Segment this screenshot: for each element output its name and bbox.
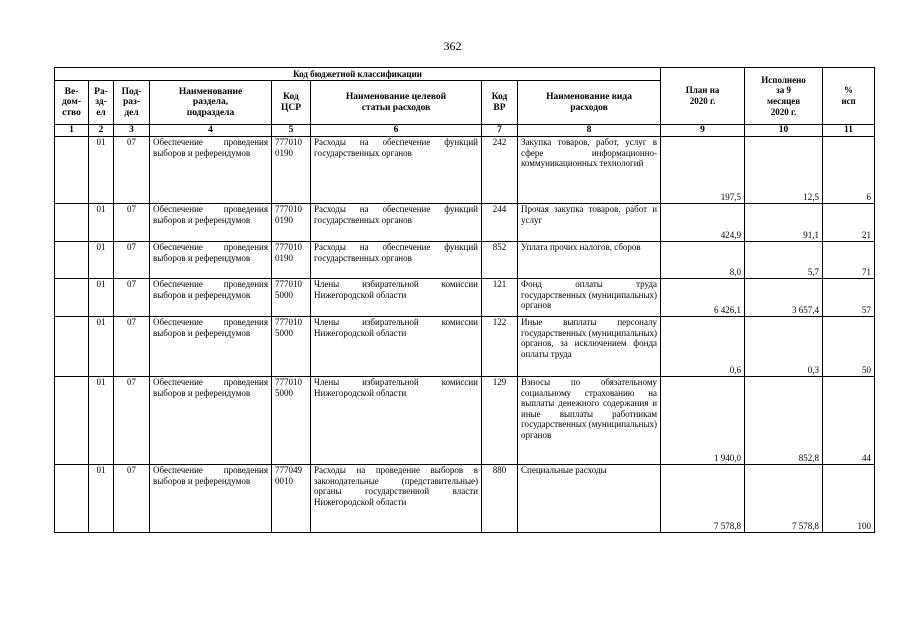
fact-cell: 12,5 bbox=[745, 137, 823, 204]
column-header-ved: Ве- дом- ство bbox=[55, 81, 89, 125]
plan-cell: 6 426,1 bbox=[661, 279, 745, 317]
vr-name-cell: Специальные расходы bbox=[518, 465, 661, 533]
percent-cell: 100 bbox=[823, 465, 875, 533]
ved-cell bbox=[55, 204, 89, 242]
vr-cell: 852 bbox=[482, 242, 518, 279]
vr-name-cell: Иные выплаты персоналу государственных (муниципальных) органов, за исключением фонда оплаты труда bbox=[518, 317, 661, 377]
razdel-cell: 01 bbox=[89, 204, 114, 242]
csr-cell: 777049 0010 bbox=[272, 465, 311, 533]
column-header-csr: Код ЦСР bbox=[272, 81, 311, 125]
podrazdel-cell: 07 bbox=[114, 317, 150, 377]
razdel-name-cell: Обеспечение проведения выборов и референдумов bbox=[150, 137, 272, 204]
csr-cell: 777010 5000 bbox=[272, 279, 311, 317]
column-header-razdel-name: Наименование раздела, подраздела bbox=[150, 81, 272, 125]
csr-cell: 777010 0190 bbox=[272, 204, 311, 242]
vr-cell: 244 bbox=[482, 204, 518, 242]
column-number: 2 bbox=[89, 125, 114, 137]
table-row bbox=[55, 377, 875, 465]
column-header-plan: План на 2020 г. bbox=[661, 68, 745, 125]
razdel-cell: 01 bbox=[89, 317, 114, 377]
vr-name-cell: Уплата прочих налогов, сборов bbox=[518, 242, 661, 279]
podrazdel-cell: 07 bbox=[114, 204, 150, 242]
plan-cell: 424,9 bbox=[661, 204, 745, 242]
razdel-cell: 01 bbox=[89, 465, 114, 533]
razdel-name-cell: Обеспечение проведения выборов и референдумов bbox=[150, 204, 272, 242]
ved-cell bbox=[55, 279, 89, 317]
percent-cell: 6 bbox=[823, 137, 875, 204]
percent-cell: 71 bbox=[823, 242, 875, 279]
column-header-fact: Исполнено за 9 месяцев 2020 г. bbox=[745, 68, 823, 125]
column-number: 3 bbox=[114, 125, 150, 137]
column-number: 7 bbox=[482, 125, 518, 137]
column-header-podrazdel: Под- раз- дел bbox=[114, 81, 150, 125]
table-row bbox=[55, 317, 875, 377]
vr-cell: 129 bbox=[482, 377, 518, 465]
razdel-name-cell: Обеспечение проведения выборов и референдумов bbox=[150, 242, 272, 279]
podrazdel-cell: 07 bbox=[114, 465, 150, 533]
podrazdel-cell: 07 bbox=[114, 377, 150, 465]
plan-cell: 197,5 bbox=[661, 137, 745, 204]
column-header-vr: Код ВР bbox=[482, 81, 518, 125]
plan-cell: 7 578,8 bbox=[661, 465, 745, 533]
csr-cell: 777010 5000 bbox=[272, 377, 311, 465]
fact-cell: 5,7 bbox=[745, 242, 823, 279]
ved-cell bbox=[55, 242, 89, 279]
csr-name-cell: Расходы на обеспечение функций государственных органов bbox=[311, 204, 482, 242]
percent-cell: 44 bbox=[823, 377, 875, 465]
csr-cell: 777010 0190 bbox=[272, 242, 311, 279]
fact-cell: 91,1 bbox=[745, 204, 823, 242]
percent-cell: 21 bbox=[823, 204, 875, 242]
vr-cell: 242 bbox=[482, 137, 518, 204]
table-row bbox=[55, 242, 875, 279]
vr-name-cell: Взносы по обязательному социальному страхованию на выплаты денежного содержания и иные выплаты работникам государственных (муниципальных) органов bbox=[518, 377, 661, 465]
csr-cell: 777010 0190 bbox=[272, 137, 311, 204]
table-row bbox=[55, 137, 875, 204]
razdel-name-cell: Обеспечение проведения выборов и референдумов bbox=[150, 279, 272, 317]
column-number: 4 bbox=[150, 125, 272, 137]
podrazdel-cell: 07 bbox=[114, 137, 150, 204]
percent-cell: 50 bbox=[823, 317, 875, 377]
fact-cell: 0,3 bbox=[745, 317, 823, 377]
percent-cell: 57 bbox=[823, 279, 875, 317]
column-number: 6 bbox=[311, 125, 482, 137]
csr-name-cell: Расходы на проведение выборов в законодательные (представительные) органы государственной власти Нижегородской области bbox=[311, 465, 482, 533]
razdel-cell: 01 bbox=[89, 137, 114, 204]
vr-name-cell: Закупка товаров, работ, услуг в сфере информационно-коммуникационных технологий bbox=[518, 137, 661, 204]
column-header-vr-name: Наименование вида расходов bbox=[518, 81, 661, 125]
plan-cell: 0,6 bbox=[661, 317, 745, 377]
column-number: 1 bbox=[55, 125, 89, 137]
vr-name-cell: Фонд оплаты труда государственных (муниципальных) органов bbox=[518, 279, 661, 317]
column-number: 9 bbox=[661, 125, 745, 137]
vr-cell: 122 bbox=[482, 317, 518, 377]
column-number: 8 bbox=[518, 125, 661, 137]
razdel-name-cell: Обеспечение проведения выборов и референдумов bbox=[150, 377, 272, 465]
column-header-csr-name: Наименование целевой статьи расходов bbox=[311, 81, 482, 125]
csr-name-cell: Расходы на обеспечение функций государственных органов bbox=[311, 137, 482, 204]
csr-name-cell: Члены избирательной комиссии Нижегородской области bbox=[311, 279, 482, 317]
fact-cell: 852,8 bbox=[745, 377, 823, 465]
table-row bbox=[55, 204, 875, 242]
csr-cell: 777010 5000 bbox=[272, 317, 311, 377]
razdel-cell: 01 bbox=[89, 279, 114, 317]
vr-cell: 880 bbox=[482, 465, 518, 533]
razdel-cell: 01 bbox=[89, 377, 114, 465]
plan-cell: 1 940,0 bbox=[661, 377, 745, 465]
column-number: 11 bbox=[823, 125, 875, 137]
podrazdel-cell: 07 bbox=[114, 242, 150, 279]
page-number: 362 bbox=[443, 39, 462, 53]
table-row bbox=[55, 465, 875, 533]
csr-name-cell: Члены избирательной комиссии Нижегородской области bbox=[311, 317, 482, 377]
column-number: 5 bbox=[272, 125, 311, 137]
table-row bbox=[55, 279, 875, 317]
razdel-name-cell: Обеспечение проведения выборов и референдумов bbox=[150, 317, 272, 377]
vr-name-cell: Прочая закупка товаров, работ и услуг bbox=[518, 204, 661, 242]
fact-cell: 7 578,8 bbox=[745, 465, 823, 533]
csr-name-cell: Расходы на обеспечение функций государственных органов bbox=[311, 242, 482, 279]
column-number: 10 bbox=[745, 125, 823, 137]
vr-cell: 121 bbox=[482, 279, 518, 317]
podrazdel-cell: 07 bbox=[114, 279, 150, 317]
column-header-percent: % исп bbox=[823, 68, 875, 125]
plan-cell: 8,0 bbox=[661, 242, 745, 279]
budget-classification-header: Код бюджетной классификации bbox=[55, 68, 661, 81]
budget-table bbox=[54, 67, 875, 533]
razdel-cell: 01 bbox=[89, 242, 114, 279]
ved-cell bbox=[55, 377, 89, 465]
fact-cell: 3 657,4 bbox=[745, 279, 823, 317]
column-header-razdel: Ра- зд- ел bbox=[89, 81, 114, 125]
ved-cell bbox=[55, 137, 89, 204]
ved-cell bbox=[55, 317, 89, 377]
csr-name-cell: Члены избирательной комиссии Нижегородской области bbox=[311, 377, 482, 465]
razdel-name-cell: Обеспечение проведения выборов и референдумов bbox=[150, 465, 272, 533]
ved-cell bbox=[55, 465, 89, 533]
